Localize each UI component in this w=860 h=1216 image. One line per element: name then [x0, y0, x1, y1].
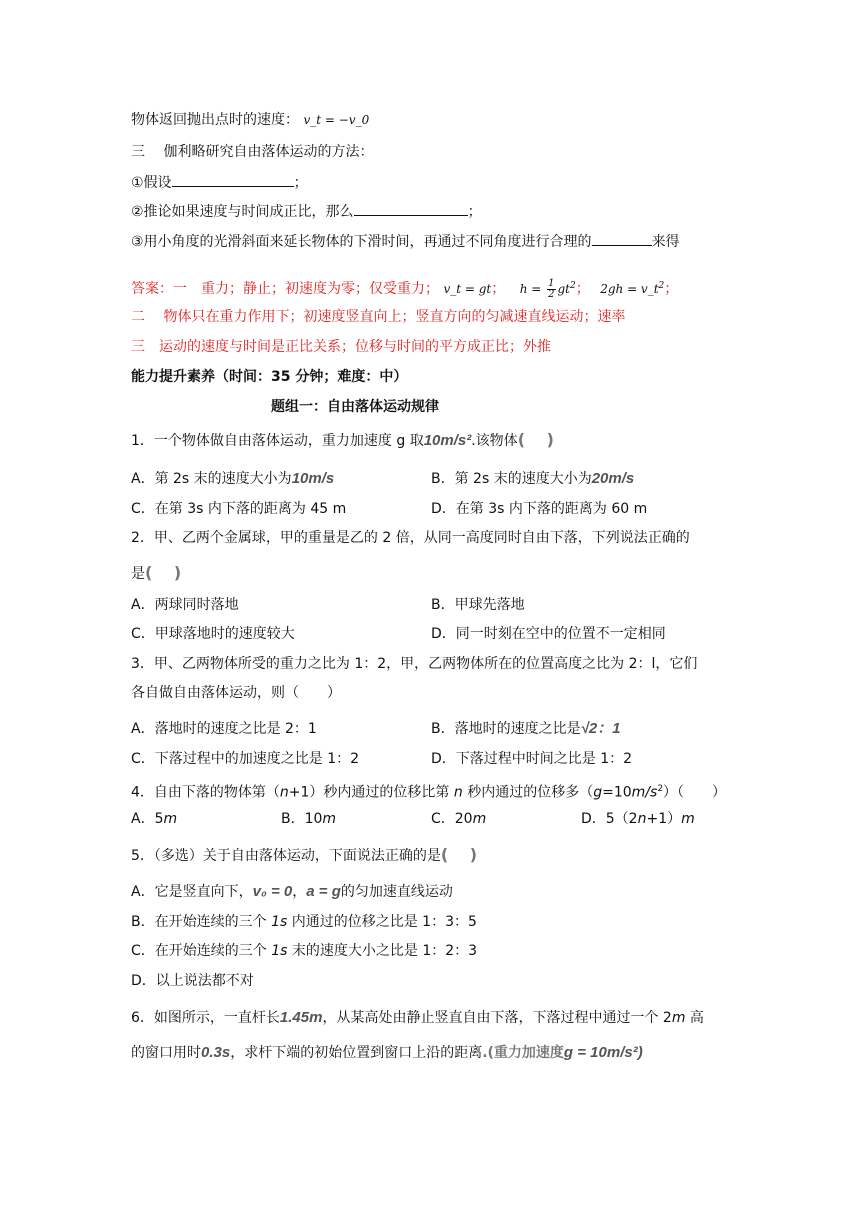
q5-stem-text: 5．（多选）关于自由落体运动，下面说法正确的是 — [131, 848, 441, 864]
q4-c-unit: m — [472, 811, 487, 827]
q5-a-accel: a = g — [306, 883, 341, 900]
item2-end: ； — [467, 204, 482, 220]
section3-item1 — [131, 171, 308, 193]
q5-c-s: 1s — [271, 943, 288, 959]
q1-stem-end: .该物体 — [471, 433, 518, 449]
q4-option-c — [431, 809, 486, 829]
q4-n2: n — [453, 784, 463, 801]
q5-option-d: D．以上说法都不对 — [131, 973, 254, 989]
q4-option-b — [281, 809, 336, 829]
q5-a-end: 的匀加速直线运动 — [340, 884, 453, 900]
answer-sep1: ； — [491, 281, 506, 297]
q4-stem-d: =10 — [602, 784, 632, 801]
q2-option-b: B．甲球先落地 — [431, 597, 525, 613]
q1-option-d: D．在第 3s 内下落的距离为 60 m — [431, 501, 648, 517]
q5-a-v0: v₀ = 0 — [252, 883, 293, 900]
answer-sep3: ； — [664, 281, 679, 297]
q5-b-s: 1s — [271, 914, 288, 930]
group1-heading: 题组一：自由落体运动规律 — [271, 399, 439, 415]
q1-option-b — [431, 469, 634, 489]
q1-b-text: B．第 2s 末的速度大小为 — [431, 471, 592, 487]
q4-a-unit: m — [163, 811, 178, 827]
q4-s: /s — [645, 784, 658, 801]
section3-item3 — [131, 230, 680, 252]
q2-stem-line2 — [131, 563, 181, 584]
item3-end: 来得 — [651, 234, 680, 250]
q3-stem-line1: 3．甲、乙两物体所受的重力之比为 1：2，甲，乙两物体所在的位置高度之比为 2：l，它们 — [131, 656, 698, 672]
return-speed-line — [131, 110, 369, 130]
formula-2gh — [600, 282, 664, 296]
q6-length: 1.45m — [279, 1009, 323, 1026]
section3-item2 — [131, 200, 482, 222]
q1-g-value: 10m/s² — [423, 432, 472, 449]
section3-title: 三 伽利略研究自由落体运动的方法： — [131, 144, 374, 160]
q4-d-text: D．5（2 — [581, 811, 638, 827]
q1-stem-text: 1．一个物体做自由落体运动，重力加速度 g 取 — [131, 433, 424, 449]
q4-option-d — [581, 809, 695, 829]
q5-a-text: A．它是竖直向下， — [131, 884, 253, 900]
q4-b-text: B．10 — [281, 811, 323, 827]
item2-blank — [354, 200, 468, 216]
q4-a-text: A．5 — [131, 811, 164, 827]
q4-d-end: +1） — [646, 811, 682, 827]
q6-line2-a: 的窗口用时 — [131, 1045, 201, 1061]
q4-n1: n — [279, 784, 289, 801]
answer-sep2: ； — [575, 281, 590, 297]
formula-h-fraction — [547, 279, 555, 300]
q3-option-d: D．下落过程中时间之比是 1：2 — [431, 751, 633, 767]
q4-sq: 2 — [657, 784, 664, 794]
q4-m: m — [631, 784, 646, 801]
answer-line3: 三 运动的速度与时间是正比关系；位移与时间的平方成正比；外推 — [131, 339, 551, 355]
q1-answer-paren: ( ) — [517, 430, 554, 449]
q5-stem — [131, 845, 477, 866]
q3-option-b — [431, 719, 621, 739]
q4-g: g — [593, 784, 603, 801]
q5-answer-paren: ( ) — [440, 845, 478, 864]
q5-option-a — [131, 882, 453, 902]
q4-stem-c: 秒内通过的位移多（ — [462, 784, 594, 801]
q6-time: 0.3s — [201, 1044, 231, 1061]
formula-vt-gt: v_t = gt — [443, 282, 492, 296]
q2-option-a: A．两球同时落地 — [131, 597, 239, 613]
q5-a-sep: ， — [292, 884, 307, 900]
q3-b-value: √2：1 — [580, 720, 621, 737]
formula-2gh-body: 2gh = v_t — [600, 282, 659, 296]
return-speed-formula: v_t = −v_0 — [303, 113, 370, 127]
q5-c-end: 末的速度大小之比是 1：2：3 — [287, 943, 478, 959]
q4-d-unit: m — [681, 811, 695, 827]
q6-stem-c: 高 — [685, 1010, 704, 1026]
q2-option-c: C．甲球落地时的速度较大 — [131, 626, 295, 642]
q4-stem-e: ）（ ） — [663, 784, 727, 801]
q4-b-unit: m — [322, 811, 337, 827]
item3-blank — [592, 230, 652, 246]
formula-h — [519, 278, 576, 300]
q1-option-a — [131, 469, 334, 489]
q4-stem — [131, 779, 726, 803]
q3-stem-line2: 各自做自由落体运动，则（ ） — [131, 685, 341, 701]
q3-option-c: C．下落过程中的加速度之比是 1：2 — [131, 751, 360, 767]
q1-a-text: A．第 2s 末的速度大小为 — [131, 471, 292, 487]
formula-2gh-exponent: 2 — [658, 281, 665, 291]
q4-c-text: C．20 — [431, 811, 473, 827]
q1-a-value: 10m/s — [291, 470, 335, 487]
fraction-denominator: 2 — [548, 289, 555, 300]
q5-option-b — [131, 912, 477, 932]
q5-c-text: C．在开始连续的三个 — [131, 943, 272, 959]
answer-line1-text: 答案：一 重力；静止；初速度为零；仅受重力； — [131, 281, 439, 297]
q3-option-a: A．落地时的速度之比是 2：1 — [131, 721, 317, 737]
q6-line2-b: ，求杆下端的初始位置到窗口上沿的距离 — [230, 1045, 483, 1061]
q1-stem — [131, 430, 554, 451]
q6-stem-line1 — [131, 1008, 704, 1028]
q6-stem-line2 — [131, 1043, 643, 1063]
q1-option-c: C．在第 3s 内下落的距离为 45 m — [131, 501, 347, 517]
q2-stem-line1: 2．甲、乙两个金属球，甲的重量是乙的 2 倍，从同一高度同时自由下落，下列说法正确的 — [131, 530, 690, 546]
ability-heading: 能力提升素养（时间：35 分钟；难度：中） — [131, 369, 408, 385]
item1-end: ； — [293, 175, 308, 191]
fraction-numerator: 1 — [548, 278, 555, 289]
formula-h-exponent: 2 — [570, 281, 576, 291]
item2-text: ②推论如果速度与时间成正比，那么 — [131, 204, 354, 220]
formula-h-right: gt — [557, 282, 571, 296]
q2-answer-paren: ( ) — [145, 563, 182, 582]
q6-stem-a: 6．如图所示，一直杆长 — [131, 1010, 280, 1026]
q6-g-value: g = 10m/s²) — [563, 1044, 643, 1061]
item1-text: ①假设 — [131, 175, 172, 191]
q4-option-a — [131, 809, 177, 829]
q4-d-n: n — [637, 811, 647, 827]
q6-line2-c: .(重力加速度 — [482, 1045, 564, 1061]
item1-blank — [172, 171, 294, 187]
answer-line2: 二 物体只在重力作用下；初速度竖直向上；竖直方向的匀减速直线运动；速率 — [131, 309, 626, 325]
q5-b-text: B．在开始连续的三个 — [131, 914, 272, 930]
answer-line1 — [131, 276, 678, 300]
q4-stem-a: 4．自由下落的物体第（ — [131, 784, 280, 801]
q2-option-d: D．同一时刻在空中的位置不一定相同 — [431, 626, 666, 642]
q5-b-end: 内通过的位移之比是 1：3：5 — [287, 914, 477, 930]
q1-b-value: 20m/s — [591, 470, 635, 487]
q6-stem-b: ，从某高处由静止竖直自由下落，下落过程中通过一个 2 — [322, 1010, 672, 1026]
q2-stem2-text: 是 — [131, 566, 145, 582]
item3-text: ③用小角度的光滑斜面来延长物体的下滑时间，再通过不同角度进行合理的 — [131, 234, 592, 250]
q3-b-text: B．落地时的速度之比是 — [431, 721, 581, 737]
formula-h-left: h = — [519, 282, 546, 296]
q4-stem-b: +1）秒内通过的位移比第 — [288, 784, 454, 801]
return-speed-text: 物体返回抛出点时的速度： — [131, 112, 299, 128]
q6-m: m — [671, 1010, 686, 1026]
q5-option-c — [131, 941, 477, 961]
